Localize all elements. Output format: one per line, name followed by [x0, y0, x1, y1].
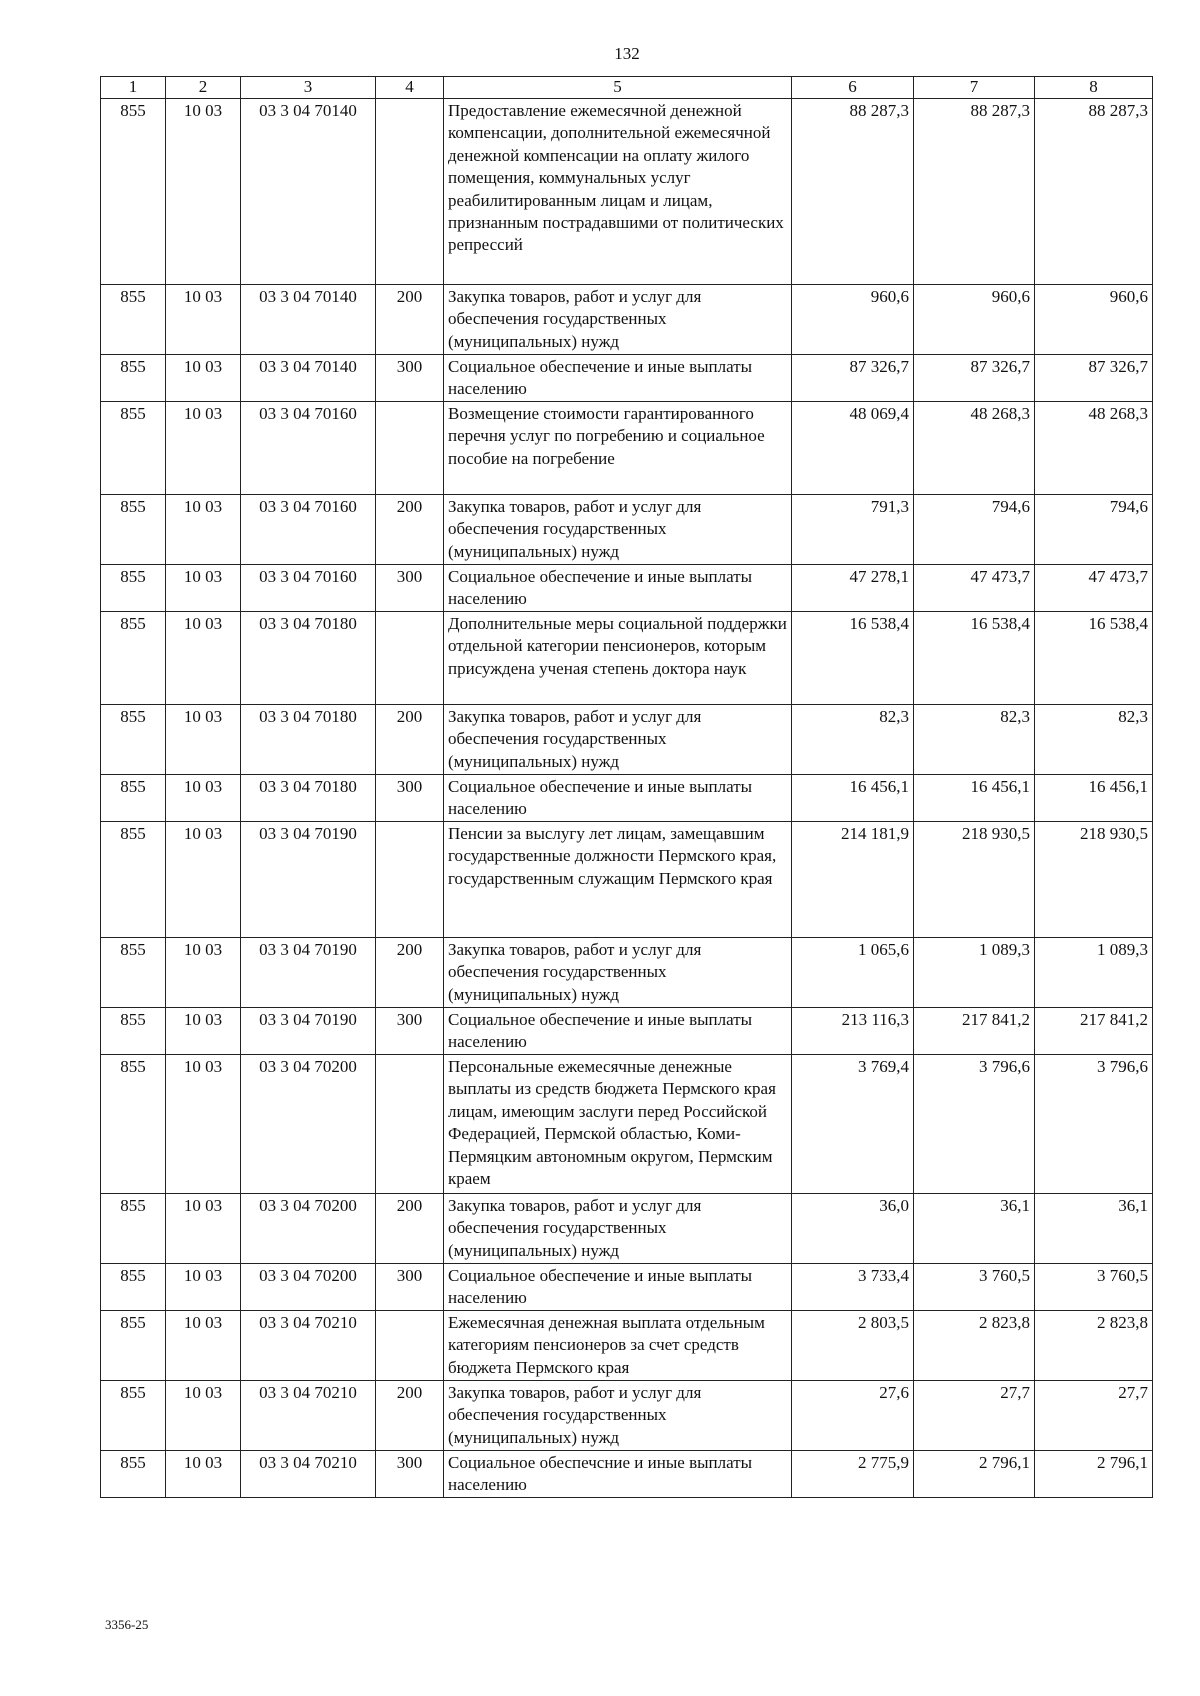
cell-expense-type: [376, 99, 444, 285]
cell-description: Закупка товаров, работ и услуг для обеспечения государственных (муниципальных) нужд: [444, 705, 792, 775]
cell-target-article: 03 3 04 70210: [241, 1451, 376, 1498]
column-header-4: 4: [376, 77, 444, 99]
table-row: [101, 99, 1153, 285]
table-row: [101, 1451, 1153, 1498]
table-row: [101, 1264, 1153, 1311]
cell-expense-type: 200: [376, 495, 444, 565]
cell-amount-year-1: 82,3: [792, 705, 914, 775]
budget-table: [100, 76, 1153, 1498]
cell-description: Пенсии за выслугу лет лицам, замещавшим государственные должности Пермского края, государственным служащим Пермского края: [444, 822, 792, 938]
cell-target-article: 03 3 04 70190: [241, 1008, 376, 1055]
cell-expense-type: 300: [376, 775, 444, 822]
cell-section-code: 10 03: [166, 1311, 241, 1381]
cell-expense-type: [376, 1055, 444, 1194]
cell-amount-year-1: 47 278,1: [792, 565, 914, 612]
cell-description: Социальное обеспечсние и иные выплаты населению: [444, 1451, 792, 1498]
cell-description: Предоставление ежемесячной денежной компенсации, дополнительной ежемесячной денежной компенсации на оплату жилого помещения, коммунальных услуг реабилитированным лицам и лицам, признанным пострадавшими от политических репрессий: [444, 99, 792, 285]
cell-expense-type: 300: [376, 1451, 444, 1498]
cell-admin-code: 855: [101, 1194, 166, 1264]
cell-amount-year-1: 36,0: [792, 1194, 914, 1264]
cell-section-code: 10 03: [166, 938, 241, 1008]
cell-amount-year-3: 2 823,8: [1035, 1311, 1153, 1381]
table-row: [101, 705, 1153, 775]
cell-amount-year-1: 88 287,3: [792, 99, 914, 285]
cell-description: Социальное обеспечение и иные выплаты населению: [444, 775, 792, 822]
cell-admin-code: 855: [101, 1381, 166, 1451]
table-row: [101, 1008, 1153, 1055]
table-row: [101, 822, 1153, 938]
cell-admin-code: 855: [101, 1264, 166, 1311]
cell-amount-year-2: 16 538,4: [914, 612, 1035, 705]
cell-target-article: 03 3 04 70210: [241, 1311, 376, 1381]
cell-description: Закупка товаров, работ и услуг для обеспечения государственных (муниципальных) нужд: [444, 495, 792, 565]
cell-description: Социальное обеспечение и иные выплаты населению: [444, 565, 792, 612]
table-row: [101, 1055, 1153, 1194]
cell-section-code: 10 03: [166, 612, 241, 705]
cell-amount-year-1: 27,6: [792, 1381, 914, 1451]
cell-description: Ежемесячная денежная выплата отдельным категориям пенсионеров за счет средств бюджета Пермского края: [444, 1311, 792, 1381]
cell-amount-year-3: 218 930,5: [1035, 822, 1153, 938]
table-row: [101, 1381, 1153, 1451]
cell-description: Персональные ежемесячные денежные выплаты из средств бюджета Пермского края лицам, имеющим заслуги перед Российской Федерацией, Пермской областью, Коми-Пермяцким автономным округом, Пермским краем: [444, 1055, 792, 1194]
cell-target-article: 03 3 04 70160: [241, 495, 376, 565]
cell-section-code: 10 03: [166, 1381, 241, 1451]
cell-amount-year-2: 27,7: [914, 1381, 1035, 1451]
cell-amount-year-2: 3 796,6: [914, 1055, 1035, 1194]
column-header-2: 2: [166, 77, 241, 99]
cell-target-article: 03 3 04 70140: [241, 99, 376, 285]
column-header-1: 1: [101, 77, 166, 99]
cell-section-code: 10 03: [166, 1008, 241, 1055]
cell-section-code: 10 03: [166, 775, 241, 822]
cell-expense-type: [376, 612, 444, 705]
cell-amount-year-1: 2 775,9: [792, 1451, 914, 1498]
cell-section-code: 10 03: [166, 495, 241, 565]
cell-admin-code: 855: [101, 285, 166, 355]
cell-expense-type: 300: [376, 1008, 444, 1055]
cell-expense-type: [376, 402, 444, 495]
cell-amount-year-3: 1 089,3: [1035, 938, 1153, 1008]
cell-amount-year-3: 47 473,7: [1035, 565, 1153, 612]
cell-description: Социальное обеспечение и иные выплаты населению: [444, 1008, 792, 1055]
cell-admin-code: 855: [101, 822, 166, 938]
cell-admin-code: 855: [101, 775, 166, 822]
cell-amount-year-2: 48 268,3: [914, 402, 1035, 495]
cell-amount-year-1: 960,6: [792, 285, 914, 355]
cell-section-code: 10 03: [166, 99, 241, 285]
cell-amount-year-2: 3 760,5: [914, 1264, 1035, 1311]
cell-amount-year-2: 47 473,7: [914, 565, 1035, 612]
cell-section-code: 10 03: [166, 355, 241, 402]
cell-target-article: 03 3 04 70160: [241, 402, 376, 495]
cell-amount-year-3: 217 841,2: [1035, 1008, 1153, 1055]
cell-amount-year-2: 82,3: [914, 705, 1035, 775]
cell-amount-year-1: 214 181,9: [792, 822, 914, 938]
cell-amount-year-1: 3 769,4: [792, 1055, 914, 1194]
cell-amount-year-3: 16 456,1: [1035, 775, 1153, 822]
cell-description: Дополнительные меры социальной поддержки отдельной категории пенсионеров, которым присуждена ученая степень доктора наук: [444, 612, 792, 705]
cell-amount-year-1: 3 733,4: [792, 1264, 914, 1311]
cell-amount-year-1: 87 326,7: [792, 355, 914, 402]
cell-amount-year-3: 27,7: [1035, 1381, 1153, 1451]
cell-amount-year-3: 3 760,5: [1035, 1264, 1153, 1311]
column-header-8: 8: [1035, 77, 1153, 99]
cell-admin-code: 855: [101, 1055, 166, 1194]
cell-amount-year-2: 36,1: [914, 1194, 1035, 1264]
cell-amount-year-3: 16 538,4: [1035, 612, 1153, 705]
cell-expense-type: 200: [376, 705, 444, 775]
cell-expense-type: [376, 822, 444, 938]
cell-section-code: 10 03: [166, 1264, 241, 1311]
cell-description: Социальное обеспечение и иные выплаты населению: [444, 1264, 792, 1311]
cell-section-code: 10 03: [166, 705, 241, 775]
cell-target-article: 03 3 04 70140: [241, 285, 376, 355]
column-header-6: 6: [792, 77, 914, 99]
cell-amount-year-1: 213 116,3: [792, 1008, 914, 1055]
cell-target-article: 03 3 04 70190: [241, 822, 376, 938]
cell-target-article: 03 3 04 70140: [241, 355, 376, 402]
cell-description: Социальное обеспечение и иные выплаты населению: [444, 355, 792, 402]
cell-admin-code: 855: [101, 99, 166, 285]
table-row: [101, 565, 1153, 612]
cell-amount-year-3: 794,6: [1035, 495, 1153, 565]
cell-expense-type: 200: [376, 938, 444, 1008]
cell-target-article: 03 3 04 70210: [241, 1381, 376, 1451]
cell-admin-code: 855: [101, 1008, 166, 1055]
cell-expense-type: 300: [376, 1264, 444, 1311]
cell-amount-year-1: 1 065,6: [792, 938, 914, 1008]
cell-amount-year-3: 82,3: [1035, 705, 1153, 775]
cell-section-code: 10 03: [166, 822, 241, 938]
column-header-7: 7: [914, 77, 1035, 99]
cell-amount-year-3: 2 796,1: [1035, 1451, 1153, 1498]
cell-amount-year-3: 88 287,3: [1035, 99, 1153, 285]
cell-admin-code: 855: [101, 938, 166, 1008]
cell-amount-year-2: 217 841,2: [914, 1008, 1035, 1055]
table-body: [101, 99, 1153, 1498]
cell-amount-year-2: 960,6: [914, 285, 1035, 355]
cell-admin-code: 855: [101, 565, 166, 612]
table-row: [101, 402, 1153, 495]
cell-amount-year-2: 16 456,1: [914, 775, 1035, 822]
cell-amount-year-3: 87 326,7: [1035, 355, 1153, 402]
footer-document-code: 3356-25: [105, 1617, 149, 1632]
cell-target-article: 03 3 04 70180: [241, 705, 376, 775]
cell-target-article: 03 3 04 70200: [241, 1264, 376, 1311]
table-row: [101, 612, 1153, 705]
cell-amount-year-2: 2 823,8: [914, 1311, 1035, 1381]
cell-section-code: 10 03: [166, 1451, 241, 1498]
cell-amount-year-1: 791,3: [792, 495, 914, 565]
cell-description: Закупка товаров, работ и услуг для обеспечения государственных (муниципальных) нужд: [444, 1381, 792, 1451]
cell-amount-year-1: 16 456,1: [792, 775, 914, 822]
cell-target-article: 03 3 04 70190: [241, 938, 376, 1008]
cell-target-article: 03 3 04 70160: [241, 565, 376, 612]
cell-amount-year-3: 960,6: [1035, 285, 1153, 355]
cell-amount-year-1: 16 538,4: [792, 612, 914, 705]
cell-expense-type: [376, 1311, 444, 1381]
table-row: [101, 938, 1153, 1008]
page-number: 132: [614, 44, 640, 63]
table-row: [101, 775, 1153, 822]
cell-admin-code: 855: [101, 612, 166, 705]
cell-amount-year-2: 1 089,3: [914, 938, 1035, 1008]
table-header-row: [101, 77, 1153, 99]
cell-amount-year-2: 2 796,1: [914, 1451, 1035, 1498]
cell-amount-year-1: 2 803,5: [792, 1311, 914, 1381]
cell-expense-type: 200: [376, 285, 444, 355]
cell-admin-code: 855: [101, 1451, 166, 1498]
table-row: [101, 285, 1153, 355]
cell-description: Закупка товаров, работ и услуг для обеспечения государственных (муниципальных) нужд: [444, 1194, 792, 1264]
cell-amount-year-2: 87 326,7: [914, 355, 1035, 402]
column-header-5: 5: [444, 77, 792, 99]
cell-expense-type: 200: [376, 1381, 444, 1451]
cell-section-code: 10 03: [166, 565, 241, 612]
cell-target-article: 03 3 04 70200: [241, 1055, 376, 1194]
cell-target-article: 03 3 04 70180: [241, 612, 376, 705]
cell-admin-code: 855: [101, 402, 166, 495]
cell-expense-type: 300: [376, 355, 444, 402]
cell-amount-year-3: 48 268,3: [1035, 402, 1153, 495]
cell-admin-code: 855: [101, 1311, 166, 1381]
table-row: [101, 1194, 1153, 1264]
cell-description: Закупка товаров, работ и услуг для обеспечения государственных (муниципальных) нужд: [444, 938, 792, 1008]
cell-target-article: 03 3 04 70180: [241, 775, 376, 822]
cell-admin-code: 855: [101, 355, 166, 402]
cell-amount-year-2: 218 930,5: [914, 822, 1035, 938]
table-row: [101, 1311, 1153, 1381]
cell-admin-code: 855: [101, 705, 166, 775]
cell-section-code: 10 03: [166, 285, 241, 355]
cell-section-code: 10 03: [166, 1194, 241, 1264]
cell-amount-year-2: 794,6: [914, 495, 1035, 565]
cell-expense-type: 300: [376, 565, 444, 612]
cell-admin-code: 855: [101, 495, 166, 565]
cell-section-code: 10 03: [166, 402, 241, 495]
cell-expense-type: 200: [376, 1194, 444, 1264]
cell-target-article: 03 3 04 70200: [241, 1194, 376, 1264]
table-row: [101, 495, 1153, 565]
cell-description: Возмещение стоимости гарантированного перечня услуг по погребению и социальное пособие на погребение: [444, 402, 792, 495]
column-header-3: 3: [241, 77, 376, 99]
cell-amount-year-3: 36,1: [1035, 1194, 1153, 1264]
cell-section-code: 10 03: [166, 1055, 241, 1194]
cell-amount-year-3: 3 796,6: [1035, 1055, 1153, 1194]
table-row: [101, 355, 1153, 402]
cell-amount-year-1: 48 069,4: [792, 402, 914, 495]
cell-description: Закупка товаров, работ и услуг для обеспечения государственных (муниципальных) нужд: [444, 285, 792, 355]
cell-amount-year-2: 88 287,3: [914, 99, 1035, 285]
